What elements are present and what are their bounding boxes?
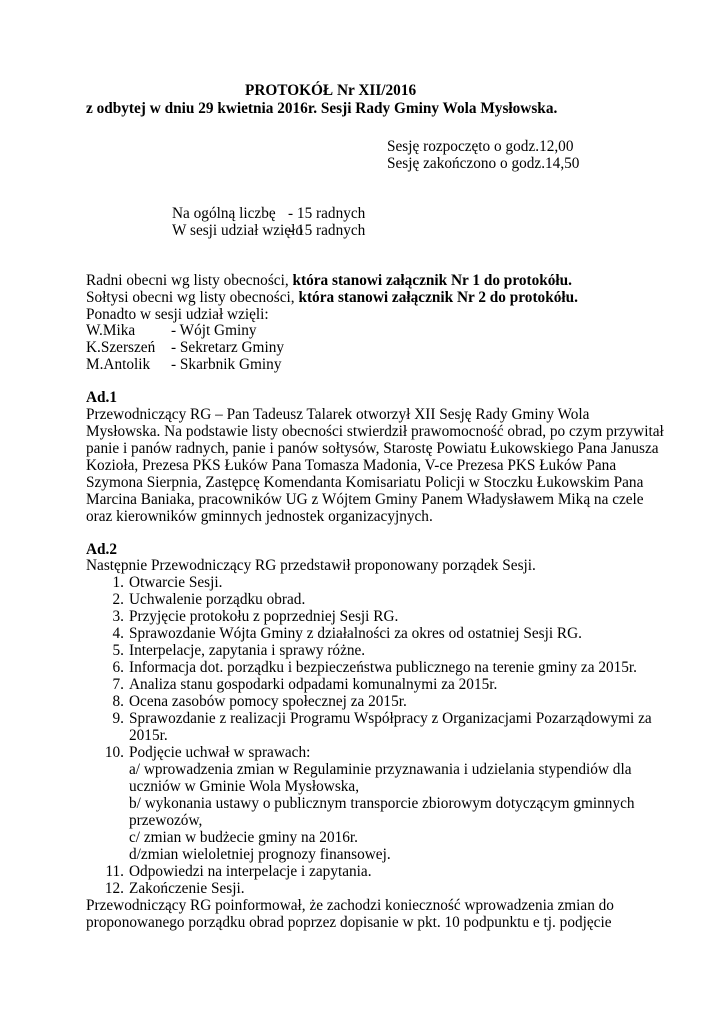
agenda-item-number: 5. <box>112 642 124 659</box>
agenda-item-number: 8. <box>112 693 124 710</box>
total-councillors-value: - 15 radnych <box>288 205 366 222</box>
agenda-item-text: Sprawozdanie Wójta Gminy z działalności za okres od ostatniej Sesji RG. <box>129 625 582 642</box>
session-start: Sesję rozpoczęto o godz.12,00 <box>387 138 574 155</box>
agenda-item-text: 2015r. <box>129 727 168 744</box>
present-councillors-label: W sesji udział wzięło <box>172 222 303 239</box>
agenda-item-number: 3. <box>112 608 124 625</box>
agenda-item-text: Informacja dot. porządku i bezpieczeństwa publicznego na terenie gminy za 2015r. <box>129 659 637 676</box>
agenda-subitem: c/ zmian w budżecie gminy na 2016r. <box>129 829 358 846</box>
councillors-attendance-line: Radni obecni wg listy obecności, która stanowi załącznik Nr 1 do protokółu. <box>86 272 572 289</box>
agenda-item-number: 7. <box>112 676 124 693</box>
ad1-line: Mysłowska. Na podstawie listy obecności stwierdził prawomocność obrad, po czym przywitał <box>86 423 664 440</box>
person-role: - Wójt Gminy <box>171 322 257 339</box>
agenda-item-text: Ocena zasobów pomocy społecznej za 2015r. <box>129 693 407 710</box>
agenda-item-number: 11. <box>105 863 124 880</box>
present-councillors-value: - 15 radnych <box>288 222 366 239</box>
closing-line: proponowanego porządku obrad poprzez dopisanie w pkt. 10 podpunktu e tj. podjęcie <box>86 914 612 931</box>
document-title: PROTOKÓŁ Nr XII/2016 <box>245 82 417 99</box>
agenda-item-text: Interpelacje, zapytania i sprawy różne. <box>129 642 366 659</box>
agenda-item-text: Uchwalenie porządku obrad. <box>129 591 306 608</box>
person-role: - Skarbnik Gminy <box>171 356 282 373</box>
ad1-line: Przewodniczący RG – Pan Tadeusz Talarek otworzył XII Sesję Rady Gminy Wola <box>86 406 590 423</box>
agenda-subitem: d/zmian wieloletniej prognozy finansowej. <box>129 846 391 863</box>
agenda-item-number: 12. <box>104 880 124 897</box>
agenda-subitem: przewozów, <box>129 812 203 829</box>
agenda-item-number: 1. <box>112 574 124 591</box>
closing-line: Przewodniczący RG poinformował, że zachodzi konieczność wprowadzenia zmian do <box>86 897 614 914</box>
person-name: K.Szerszeń <box>86 339 156 356</box>
agenda-item-number: 6. <box>112 659 124 676</box>
person-role: - Sekretarz Gminy <box>171 339 284 356</box>
agenda-subitem: uczniów w Gminie Wola Mysłowska, <box>129 778 360 795</box>
ad2-heading: Ad.2 <box>86 541 118 558</box>
person-name: M.Antolik <box>86 356 151 373</box>
agenda-item-text: Otwarcie Sesji. <box>129 574 223 591</box>
agenda-item-number: 9. <box>112 710 124 727</box>
agenda-item-number: 2. <box>112 591 124 608</box>
agenda-subitem: a/ wprowadzenia zmian w Regulaminie przyznawania i udzielania stypendiów dla <box>129 761 632 778</box>
ad1-heading: Ad.1 <box>86 389 118 406</box>
document-subtitle: z odbytej w dniu 29 kwietnia 2016r. Sesji Rady Gminy Wola Mysłowska. <box>86 100 558 117</box>
total-councillors-label: Na ogólną liczbę <box>172 205 276 222</box>
person-name: W.Mika <box>86 322 136 339</box>
agenda-item-text: Przyjęcie protokołu z poprzedniej Sesji RG. <box>129 608 399 625</box>
agenda-item-number: 10. <box>104 744 124 761</box>
agenda-subitem: b/ wykonania ustawy o publicznym transporcie zbiorowym dotyczącym gminnych <box>129 795 635 812</box>
agenda-item-text: Odpowiedzi na interpelacje i zapytania. <box>129 863 372 880</box>
agenda-item-number: 4. <box>112 625 124 642</box>
ad1-line: Marcina Baniaka, pracowników UG z Wójtem Gminy Panem Władysławem Miką na czele <box>86 491 644 508</box>
agenda-item-text: Analiza stanu gospodarki odpadami komunalnymi za 2015r. <box>129 676 498 693</box>
ad1-line: Szymona Sierpnia, Zastępcę Komendanta Komisariatu Policji w Stoczku Łukowskim Pana <box>86 474 644 491</box>
ad2-intro: Następnie Przewodniczący RG przedstawił proponowany porządek Sesji. <box>86 557 536 574</box>
ad1-line: oraz kierowników gminnych jednostek organizacyjnych. <box>86 508 433 525</box>
also-present-label: Ponadto w sesji udział wzięli: <box>86 306 269 323</box>
ad1-line: panie i panów radnych, panie i panów sołtysów, Starostę Powiatu Łukowskiego Pana Janusza <box>86 440 659 457</box>
session-end: Sesję zakończono o godz.14,50 <box>387 155 580 172</box>
agenda-item-text: Sprawozdanie z realizacji Programu Współpracy z Organizacjami Pozarządowymi za <box>129 710 652 727</box>
village-heads-attendance-line: Sołtysi obecni wg listy obecności, która stanowi załącznik Nr 2 do protokółu. <box>86 289 578 306</box>
ad1-line: Kozioła, Prezesa PKS Łuków Pana Tomasza Madonia, V-ce Prezesa PKS Łuków Pana <box>86 457 617 474</box>
agenda-item-text: Podjęcie uchwał w sprawach: <box>129 744 311 761</box>
agenda-item-text: Zakończenie Sesji. <box>129 880 245 897</box>
